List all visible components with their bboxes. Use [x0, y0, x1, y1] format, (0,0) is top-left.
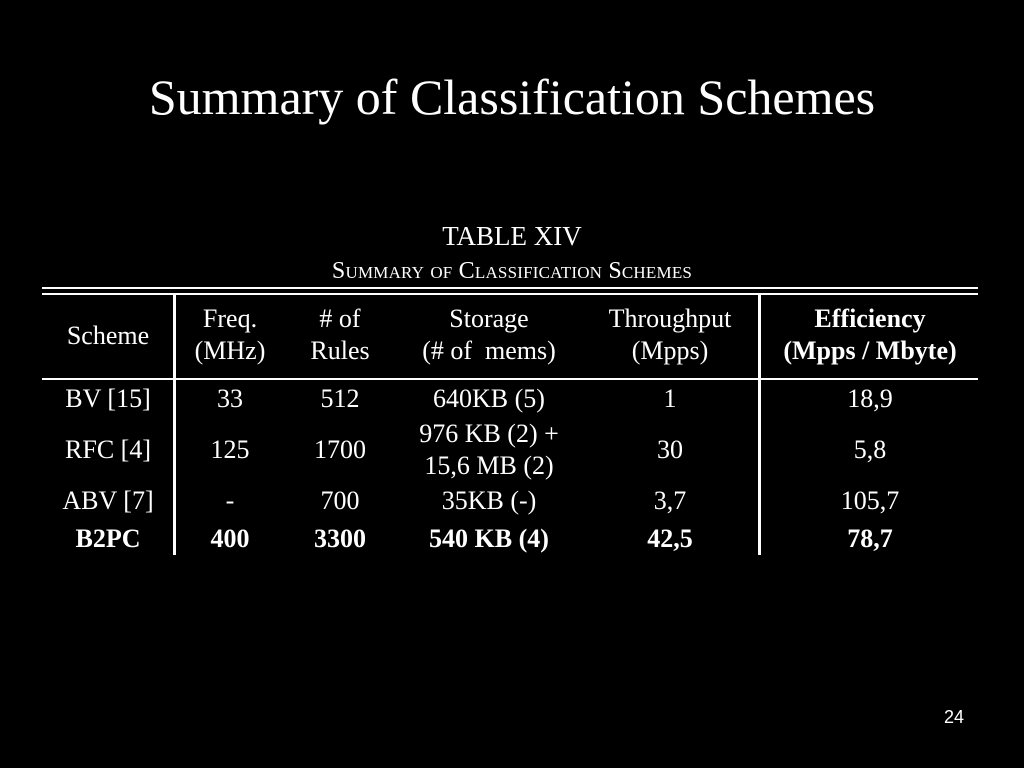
cell-storage: 35KB (-)	[441, 486, 537, 515]
header-rules-line2: Rules	[310, 336, 370, 365]
header-storage-line1: Storage	[449, 304, 529, 333]
cell-throughput: 42,5	[647, 524, 693, 553]
header-efficiency-line1: Efficiency	[814, 304, 926, 333]
header-throughput	[584, 303, 756, 367]
cell-throughput: 1	[663, 384, 677, 413]
cell-scheme: B2PC	[75, 524, 141, 553]
header-freq	[178, 303, 282, 367]
cell-freq: 33	[217, 384, 243, 413]
header-freq-line2: (MHz)	[194, 336, 266, 365]
table-header-rule	[42, 378, 978, 380]
cell-scheme: ABV [7]	[62, 486, 154, 515]
cell-throughput: 3,7	[653, 486, 687, 515]
header-efficiency	[762, 303, 978, 367]
cell-efficiency: 105,7	[840, 486, 900, 515]
header-storage	[396, 303, 582, 367]
cell-freq: 125	[210, 435, 250, 464]
header-scheme: Scheme	[66, 321, 150, 350]
header-efficiency-line2: (Mpps / Mbyte)	[783, 336, 957, 365]
cell-efficiency: 78,7	[847, 524, 893, 553]
table-top-rule-second	[42, 293, 978, 295]
cell-rules: 512	[320, 384, 360, 413]
table-top-rule	[42, 287, 978, 289]
cell-efficiency: 5,8	[853, 435, 887, 464]
page-number: 24	[943, 707, 964, 727]
cell-throughput: 30	[657, 435, 683, 464]
slide-title: Summary of Classification Schemes	[148, 69, 876, 125]
cell-storage	[396, 418, 582, 482]
header-rules-line1: # of	[319, 304, 361, 333]
cell-storage-line2: 15,6 MB (2)	[424, 451, 554, 480]
table-number: TABLE XIV	[442, 221, 582, 251]
header-storage-line2: (# of mems)	[422, 336, 556, 365]
cell-efficiency: 18,9	[847, 384, 893, 413]
cell-freq: -	[225, 486, 235, 515]
table-caption: Summary of Classification Schemes	[331, 258, 693, 284]
cell-rules: 3300	[314, 524, 366, 553]
cell-rules: 1700	[314, 435, 366, 464]
cell-scheme: BV [15]	[65, 384, 151, 413]
table-column-divider-right	[758, 295, 761, 555]
cell-storage-line1: 976 KB (2) +	[419, 419, 559, 448]
cell-storage: 540 KB (4)	[429, 524, 549, 553]
cell-scheme: RFC [4]	[65, 435, 151, 464]
header-freq-line1: Freq.	[202, 304, 258, 333]
cell-rules: 700	[320, 486, 360, 515]
cell-freq: 400	[210, 524, 250, 553]
cell-storage: 640KB (5)	[433, 384, 545, 413]
header-rules	[286, 303, 394, 367]
header-throughput-line1: Throughput	[608, 304, 732, 333]
header-throughput-line2: (Mpps)	[631, 336, 709, 365]
